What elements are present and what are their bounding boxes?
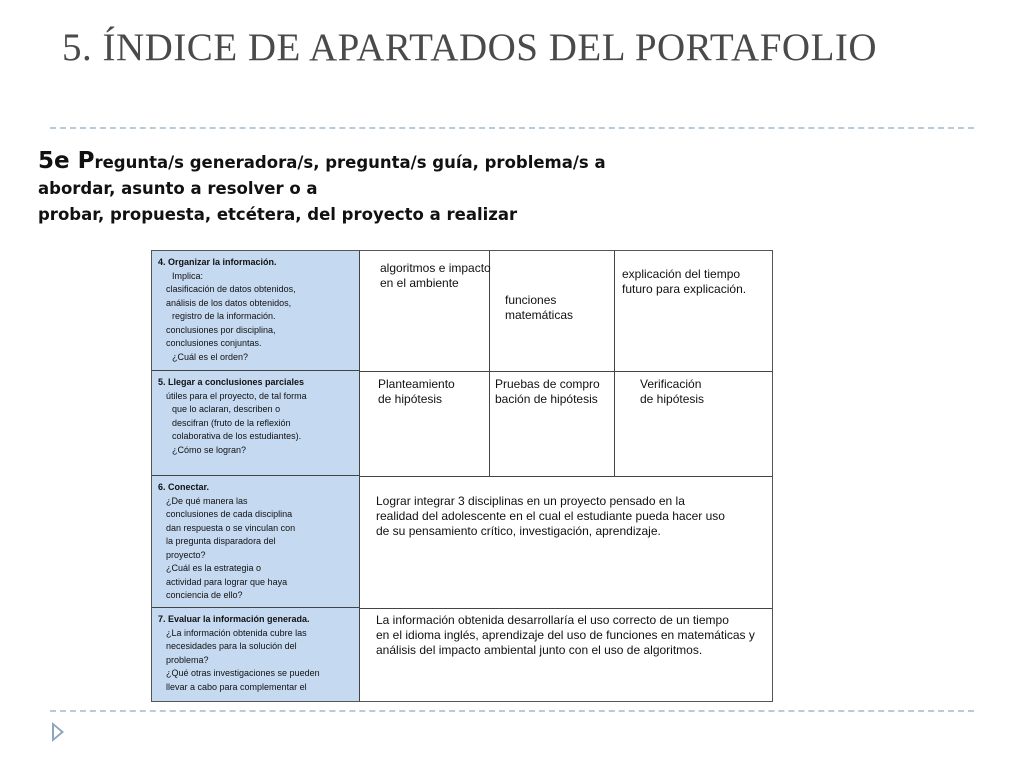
row-6-left-cell [152, 476, 360, 608]
row-4-cell-3: explicación del tiempo futuro para explicación. [622, 267, 747, 296]
row-6-line: dan respuesta o se vinculan con [166, 522, 296, 533]
row-5-line: descifran (fruto de la reflexión [172, 417, 291, 428]
row-7-line: ¿Qué otras investigaciones se pueden [166, 668, 320, 678]
row-4-line: conclusiones conjuntas. [166, 338, 262, 348]
row-4-line: registro de la información. [172, 311, 276, 321]
row-5-question: ¿Cómo se logran? [172, 444, 247, 455]
slide-subtitle [38, 148, 718, 228]
row-6-line: la pregunta disparadora del [166, 536, 276, 546]
row-5-line: que lo aclaran, describen o [172, 404, 281, 414]
row-4-line: clasificación de datos obtenidos, [166, 284, 296, 294]
footer-divider [50, 710, 974, 712]
row-7-line: necesidades para la solución del [166, 641, 297, 651]
row-divider [360, 476, 772, 477]
row-4-cell-1: algoritmos e impacto en el ambiente [380, 261, 491, 290]
row-7-text: La información obtenida desarrollaría el uso correcto de un tiempo en el idioma inglés, aprendizaje del uso de funciones en matemáticas y análisis del impacto ambiental junto con el uso de algoritmos. [376, 613, 755, 657]
row-6-line: conclusiones de cada disciplina [166, 509, 293, 519]
row-6-line: ¿De qué manera las [166, 495, 248, 506]
title-divider [50, 127, 974, 129]
row-5-cell-3: Verificación de hipótesis [640, 377, 705, 406]
triangle-right-icon [52, 722, 64, 742]
row-7-left-cell [152, 608, 360, 701]
row-4-heading: 4. Organizar la información. [158, 257, 277, 267]
row-6-text: Lograr integrar 3 disciplinas en un proyecto pensado en la realidad del adolescente en el cual el estudiante pueda hacer uso de su pensamiento crítico, investigación, aprendizaje. [376, 494, 725, 538]
subtitle-line-2: abordar, asunto a resolver o a [38, 179, 318, 198]
row-5-line: colaborativa de los estudiantes). [172, 431, 302, 441]
row-4-line: Implica: [172, 270, 204, 281]
portfolio-table [151, 250, 773, 702]
row-5-heading: 5. Llegar a conclusiones parciales [158, 377, 305, 387]
row-divider [360, 371, 772, 372]
row-5-cell-1: Planteamiento de hipótesis [378, 377, 455, 406]
row-4-cell-2: funciones matemáticas [505, 293, 574, 322]
row-5-left-cell [152, 371, 360, 476]
row-6-line: actividad para lograr que haya [166, 576, 288, 587]
row-6-line: conciencia de ello? [166, 590, 243, 600]
row-4-line: análisis de los datos obtenidos, [166, 297, 292, 308]
row-4-left-cell [152, 251, 360, 371]
row-5-cell-2: Pruebas de compro bación de hipótesis [495, 377, 600, 406]
subtitle-lead: 5e P [38, 148, 95, 174]
column-divider [614, 251, 615, 476]
row-7-heading: 7. Evaluar la información generada. [158, 614, 310, 624]
row-6-line: proyecto? [166, 549, 206, 560]
slide-title: 5. ÍNDICE DE APARTADOS DEL PORTAFOLIO [62, 26, 878, 69]
row-7-line: problema? [166, 654, 209, 665]
subtitle-line-1: regunta/s generadora/s, pregunta/s guía, problema/s a [94, 153, 606, 172]
row-6-line: ¿Cuál es la estrategia o [166, 563, 262, 573]
row-4-question: ¿Cuál es el orden? [172, 351, 249, 362]
row-5-line: útiles para el proyecto, de tal forma [166, 390, 307, 401]
row-6-heading: 6. Conectar. [158, 482, 210, 492]
row-7-line: llevar a cabo para complementar el [166, 681, 307, 692]
row-4-line: conclusiones por disciplina, [166, 324, 276, 335]
row-divider [360, 608, 772, 609]
subtitle-line-3: probar, propuesta, etcétera, del proyecto a realizar [38, 205, 518, 224]
row-7-line: ¿La información obtenida cubre las [166, 627, 307, 638]
